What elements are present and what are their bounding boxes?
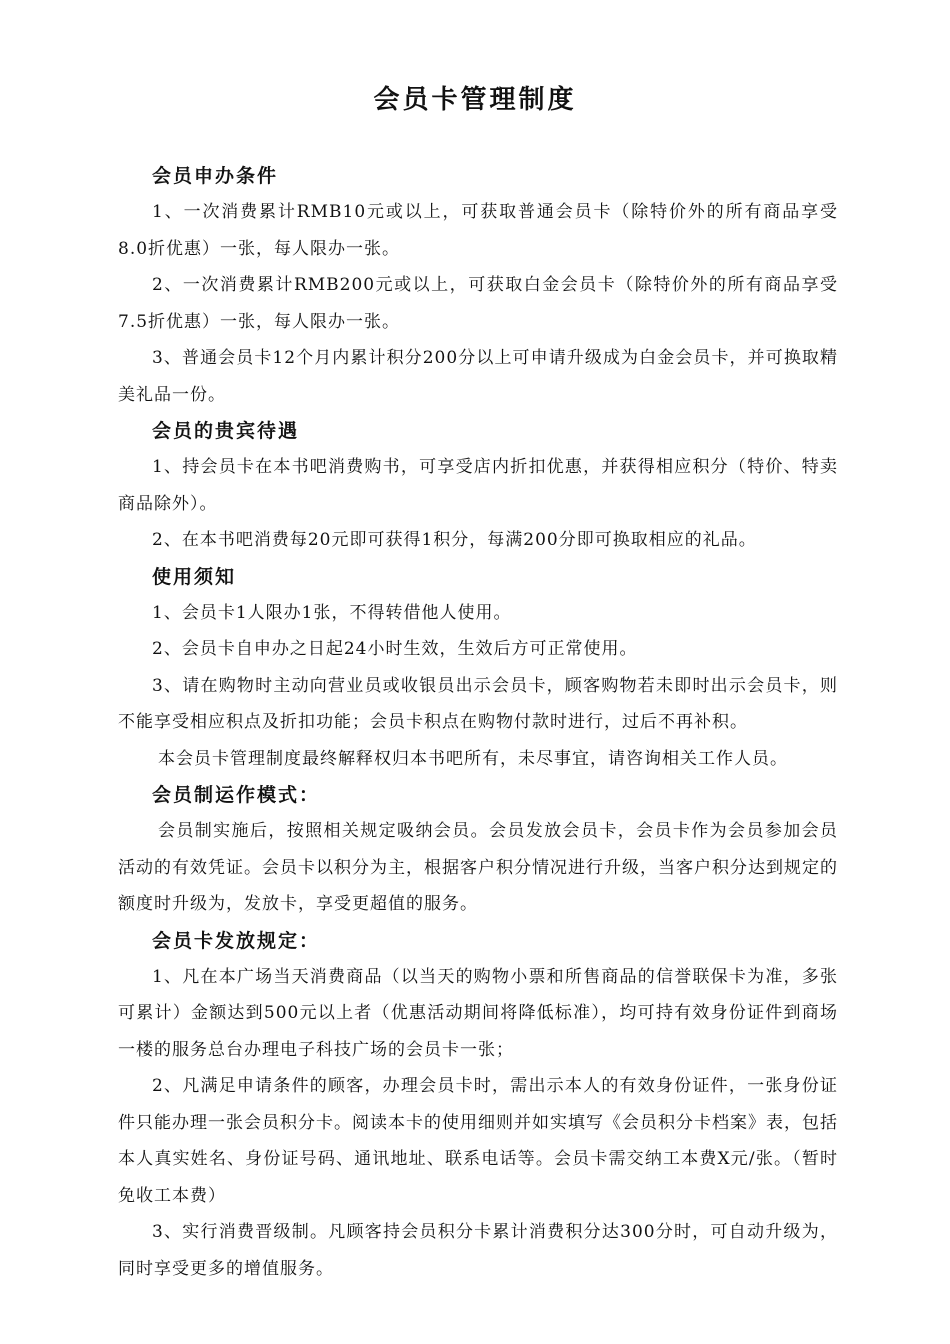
paragraph: 3、请在购物时主动向营业员或收银员出示会员卡，顾客购物若未即时出示会员卡，则不能享受相应积点及折扣功能；会员卡积点在购物付款时进行，过后不再补积。 [118,675,838,732]
paragraph: 2、一次消费累计RMB200元或以上，可获取白金会员卡（除特价外的所有商品享受7.5折优惠）一张，每人限办一张。 [118,275,838,332]
paragraph: 1、持会员卡在本书吧消费购书，可享受店内折扣优惠，并获得相应积分（特价、特卖商品除外）。 [118,457,838,514]
paragraph: 2、凡满足申请条件的顾客，办理会员卡时，需出示本人的有效身份证件，一张身份证件只能办理一张会员积分卡。阅读本卡的使用细则并如实填写《会员积分卡档案》表，包括本人真实姓名、身份证号码、通讯地址、联系电话等。会员卡需交纳工本费X元/张。（暂时免收工本费） [118,1076,838,1206]
paragraph-note: 本会员卡管理制度最终解释权归本书吧所有，未尽事宜，请咨询相关工作人员。 [158,748,788,769]
section-heading-vip-benefits: 会员的贵宾待遇 [152,420,300,442]
section-heading-operation-mode: 会员制运作模式： [152,784,321,806]
paragraph: 1、一次消费累计RMB10元或以上，可获取普通会员卡（除特价外的所有商品享受8.0折优惠）一张，每人限办一张。 [118,202,838,259]
section-heading-application: 会员申办条件 [152,165,279,187]
paragraph: 1、凡在本广场当天消费商品（以当天的购物小票和所售商品的信誉联保卡为准，多张可累计）金额达到500元以上者（优惠活动期间将降低标准），均可持有效身份证件到商场一楼的服务总台办理电子科技广场的会员卡一张； [118,966,838,1060]
paragraph: 2、会员卡自申办之日起24小时生效，生效后方可正常使用。 [152,639,638,659]
document-title: 会员卡管理制度 [373,85,577,115]
paragraph: 2、在本书吧消费每20元即可获得1积分，每满200分即可换取相应的礼品。 [152,530,757,550]
section-heading-issuance-rules: 会员卡发放规定： [152,929,321,952]
document-body [118,158,838,1287]
paragraph: 3、实行消费晋级制。凡顾客持会员积分卡累计消费积分达300分时，可自动升级为，同时享受更多的增值服务。 [118,1222,838,1279]
paragraph: 会员制实施后，按照相关规定吸纳会员。会员发放会员卡，会员卡作为会员参加会员活动的有效凭证。会员卡以积分为主，根据客户积分情况进行升级，当客户积分达到规定的额度时升级为，发放卡，享受更超值的服务。 [118,821,838,914]
paragraph: 3、普通会员卡12个月内累计积分200分以上可申请升级成为白金会员卡，并可换取精美礼品一份。 [118,348,838,405]
section-heading-usage-notes: 使用须知 [152,565,237,588]
paragraph: 1、会员卡1人限办1张，不得转借他人使用。 [152,602,512,623]
